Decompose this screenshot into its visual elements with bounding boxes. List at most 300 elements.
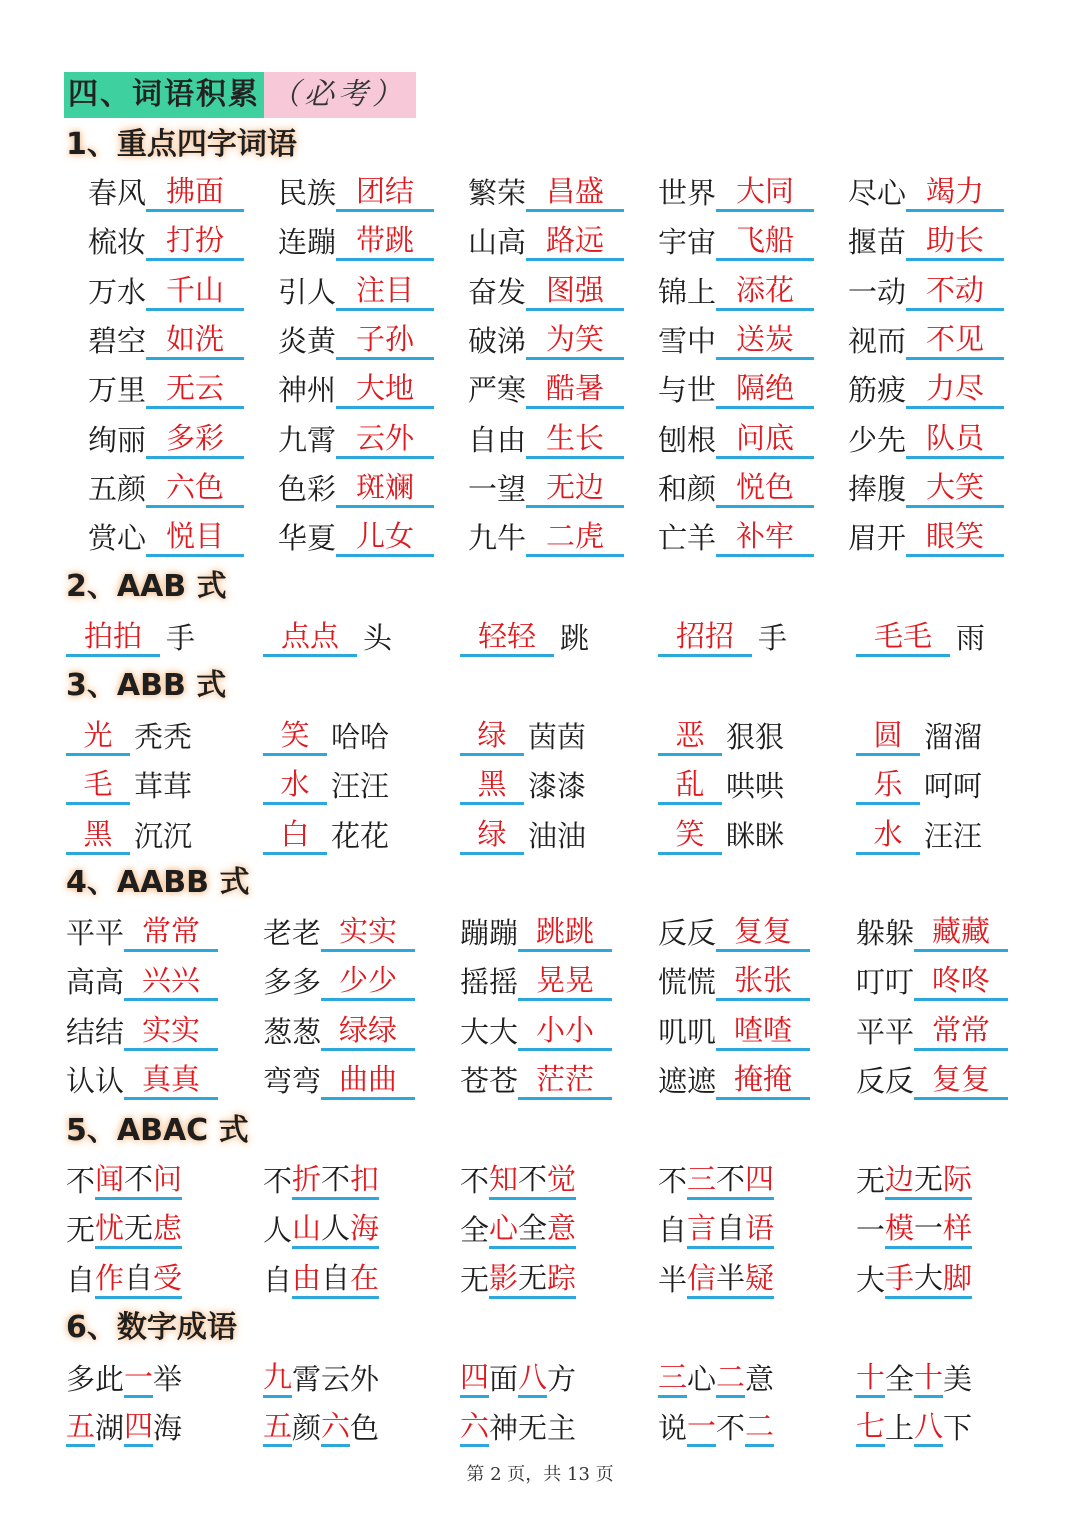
- aabb-answer: 真真: [124, 1061, 218, 1100]
- idiom-item: [278, 172, 434, 212]
- aab-given: 跳: [560, 621, 590, 655]
- idiom-item: [658, 517, 814, 557]
- idiom-given: 视而: [848, 323, 907, 358]
- idiom-given: 自由: [468, 422, 527, 457]
- idiom-given: 绚丽: [88, 422, 147, 457]
- aabb-answer: 咚咚: [914, 962, 1008, 1001]
- aab-answer: 毛毛: [856, 618, 950, 657]
- abac-item: [66, 1209, 182, 1249]
- numeric-given-char: 此: [95, 1362, 125, 1396]
- idiom-answer: 儿女: [336, 518, 434, 557]
- aabb-given: 大大: [460, 1014, 519, 1049]
- aab-item: [66, 617, 195, 657]
- abac-item: [66, 1160, 182, 1200]
- idiom-item: [848, 419, 1004, 459]
- numeric-answer-char: 四: [124, 1408, 153, 1447]
- abac-item: [263, 1259, 379, 1299]
- idiom-item: [88, 369, 244, 409]
- idiom-item: [658, 221, 814, 261]
- abac-item: [263, 1209, 379, 1249]
- idiom-item: [278, 221, 434, 261]
- abac-answer-char: 忧: [95, 1210, 124, 1249]
- numeric-given-char: 意: [745, 1362, 775, 1396]
- abac-answer-char: 脚: [943, 1260, 972, 1299]
- idiom-given: 眉开: [848, 521, 907, 556]
- idiom-answer: 子孙: [336, 321, 434, 360]
- abac-answer-char: 虑: [153, 1210, 182, 1249]
- abac-answer-char: 由: [292, 1260, 321, 1299]
- idiom-item: [468, 271, 624, 311]
- aabb-item: [460, 1011, 612, 1051]
- numeric-answer-char: 七: [856, 1408, 885, 1447]
- abac-answer-char: 语: [745, 1210, 774, 1249]
- aabb-given: 叽叽: [658, 1014, 717, 1049]
- abb-item: [66, 765, 192, 805]
- aabb-item: [658, 1060, 810, 1100]
- numeric-given-char: 霄: [292, 1362, 322, 1396]
- abb-given: 漆漆: [528, 769, 587, 804]
- abb-given: 呵呵: [924, 769, 983, 804]
- idiom-answer: 竭力: [906, 173, 1004, 212]
- idiom-given: 五颜: [88, 471, 147, 506]
- idiom-answer: 隔绝: [716, 370, 814, 409]
- idiom-given: 色彩: [278, 471, 337, 506]
- numeric-given-char: 全: [885, 1362, 915, 1396]
- idiom-given: 民族: [278, 176, 337, 210]
- abb-item: [263, 765, 389, 805]
- abb-item: [263, 716, 389, 756]
- idiom-answer: 千山: [146, 272, 244, 311]
- aabb-given: 老老: [263, 916, 322, 950]
- abb-item: [460, 716, 586, 756]
- aab-given: 雨: [956, 621, 986, 655]
- numeric-answer-char: 九: [263, 1359, 292, 1398]
- abb-given: 狠狠: [726, 720, 785, 754]
- aabb-item: [66, 1060, 218, 1100]
- abac-item: [856, 1259, 972, 1299]
- abb-answer: 绿: [460, 816, 524, 855]
- numeric-given-char: 下: [943, 1411, 973, 1446]
- aabb-item: [263, 912, 415, 952]
- numeric-given-char: 上: [885, 1411, 915, 1446]
- abac-item: [658, 1160, 774, 1200]
- idiom-item: [468, 517, 624, 557]
- heading-abac: 5、ABAC 式: [66, 1113, 249, 1148]
- aabb-answer: 实实: [124, 1012, 218, 1051]
- abac-answer-char: 山: [292, 1210, 321, 1249]
- abac-item: [856, 1160, 972, 1200]
- numeric-given-char: 说: [658, 1411, 688, 1446]
- heading-aabb: 4、AABB 式: [66, 865, 250, 900]
- idiom-item: [658, 369, 814, 409]
- abb-item: [460, 765, 586, 805]
- idiom-given: 少先: [848, 422, 907, 457]
- idiom-given: 山高: [468, 225, 527, 260]
- aabb-answer: 张张: [716, 962, 810, 1001]
- aabb-given: 弯弯: [263, 1063, 322, 1098]
- numeric-item: [460, 1407, 576, 1447]
- aabb-answer: 常常: [124, 913, 218, 952]
- abac-given-char: 无: [66, 1213, 96, 1248]
- idiom-item: [848, 320, 1004, 360]
- idiom-given: 春风: [88, 176, 147, 210]
- aabb-answer: 曲曲: [321, 1061, 415, 1100]
- aabb-item: [658, 961, 810, 1001]
- idiom-given: 世界: [658, 176, 717, 210]
- idiom-answer: 大同: [716, 173, 814, 212]
- idiom-answer: 云外: [336, 420, 434, 459]
- idiom-item: [278, 419, 434, 459]
- abac-item: [658, 1259, 774, 1299]
- idiom-given: 揠苗: [848, 225, 907, 260]
- abb-given: 眯眯: [726, 818, 785, 853]
- numeric-given-char: 外: [350, 1362, 380, 1396]
- idiom-given: 宇宙: [658, 225, 717, 260]
- idiom-answer: 大笑: [906, 469, 1004, 508]
- idiom-answer: 酷暑: [526, 370, 624, 409]
- idiom-given: 与世: [658, 373, 717, 408]
- numeric-answer-char: 二: [745, 1408, 774, 1447]
- abac-item: [460, 1259, 576, 1299]
- idiom-answer: 问底: [716, 420, 814, 459]
- idiom-given: 碧空: [88, 323, 147, 358]
- abb-item: [658, 815, 784, 855]
- aabb-item: [460, 912, 612, 952]
- numeric-given-char: 颜: [292, 1411, 322, 1446]
- abb-given: 溜溜: [924, 720, 983, 754]
- idiom-answer: 六色: [146, 469, 244, 508]
- numeric-given-char: 无: [518, 1411, 548, 1446]
- idiom-answer: 助长: [906, 222, 1004, 261]
- abb-item: [856, 716, 982, 756]
- abac-answer-char: 折: [292, 1161, 321, 1200]
- idiom-given: 梳妆: [88, 225, 147, 260]
- aabb-answer: 实实: [321, 913, 415, 952]
- abac-item: [658, 1209, 774, 1249]
- aabb-answer: 复复: [716, 913, 810, 952]
- abb-given: 哄哄: [726, 769, 785, 804]
- idiom-given: 引人: [278, 274, 337, 309]
- abb-answer: 圆: [856, 717, 920, 756]
- aab-item: [460, 617, 589, 657]
- idiom-given: 九霄: [278, 422, 337, 457]
- section-title: [64, 72, 416, 118]
- idiom-answer: 打扮: [146, 222, 244, 261]
- abb-answer: 白: [263, 816, 327, 855]
- aabb-item: [263, 961, 415, 1001]
- idiom-item: [88, 221, 244, 261]
- abac-given-char: 自: [66, 1262, 96, 1297]
- aabb-answer: 少少: [321, 962, 415, 1001]
- aabb-item: [263, 1060, 415, 1100]
- abb-answer: 乱: [658, 766, 722, 805]
- abac-answer-char: 际: [943, 1161, 972, 1200]
- numeric-answer-char: 六: [460, 1408, 489, 1447]
- aabb-answer: 跳跳: [518, 913, 612, 952]
- numeric-item: [658, 1407, 774, 1447]
- aab-item: [856, 617, 985, 657]
- page-footer: 第 2 页，共 13 页: [466, 1464, 614, 1485]
- abac-answer-char: 闻: [95, 1161, 124, 1200]
- abac-answer-char: 疑: [745, 1260, 774, 1299]
- aabb-item: [66, 912, 218, 952]
- abb-item: [658, 765, 784, 805]
- aabb-given: 多多: [263, 965, 322, 1000]
- abac-given-char: 无: [914, 1161, 943, 1200]
- abb-item: [460, 815, 586, 855]
- abb-given: 汪汪: [924, 818, 983, 853]
- idiom-given: 捧腹: [848, 471, 907, 506]
- numeric-answer-char: 六: [321, 1408, 350, 1447]
- abac-given-char: 大: [914, 1260, 943, 1299]
- heading-aab: 2、AAB 式: [66, 569, 227, 604]
- aabb-answer: 喳喳: [716, 1012, 810, 1051]
- abb-item: [263, 815, 389, 855]
- idiom-given: 锦上: [658, 274, 717, 309]
- idiom-item: [468, 320, 624, 360]
- aabb-item: [856, 1060, 1008, 1100]
- aabb-item: [856, 961, 1008, 1001]
- idiom-item: [88, 320, 244, 360]
- aabb-item: [66, 1011, 218, 1051]
- abac-item: [460, 1209, 576, 1249]
- numeric-item: [66, 1358, 182, 1398]
- abac-given-char: 全: [518, 1210, 547, 1249]
- abac-given-char: 自: [658, 1213, 688, 1248]
- idiom-answer: 队员: [906, 420, 1004, 459]
- abac-answer-char: 扣: [350, 1161, 379, 1200]
- idiom-given: 连蹦: [278, 225, 337, 260]
- aabb-item: [66, 961, 218, 1001]
- abac-answer-char: 知: [489, 1161, 518, 1200]
- abb-given: 花花: [331, 818, 390, 853]
- abac-given-char: 一: [914, 1210, 943, 1249]
- heading-abb: 3、ABB 式: [66, 668, 227, 703]
- idiom-item: [468, 468, 624, 508]
- idiom-item: [658, 271, 814, 311]
- abb-answer: 笑: [263, 717, 327, 756]
- abac-given-char: 不: [66, 1164, 96, 1198]
- idiom-item: [278, 271, 434, 311]
- abac-answer-char: 边: [885, 1161, 914, 1200]
- numeric-answer-char: 五: [263, 1408, 292, 1447]
- numeric-answer-char: 十: [856, 1359, 885, 1398]
- aab-answer: 拍拍: [66, 618, 160, 657]
- abb-answer: 毛: [66, 766, 130, 805]
- aab-given: 手: [166, 621, 196, 655]
- idiom-given: 万里: [88, 373, 147, 408]
- section-title-tag: （必考）: [264, 72, 416, 118]
- aabb-item: [658, 1011, 810, 1051]
- numeric-answer-char: 十: [914, 1359, 943, 1398]
- abac-answer-char: 信: [687, 1260, 716, 1299]
- numeric-answer-char: 三: [658, 1359, 687, 1398]
- idiom-item: [88, 468, 244, 508]
- abac-given-char: 不: [263, 1164, 293, 1198]
- numeric-answer-char: 一: [124, 1359, 153, 1398]
- numeric-answer-char: 八: [914, 1408, 943, 1447]
- abac-given-char: 自: [716, 1210, 745, 1249]
- aabb-given: 蹦蹦: [460, 916, 519, 950]
- idiom-given: 刨根: [658, 422, 717, 457]
- idiom-answer: 飞船: [716, 222, 814, 261]
- idiom-item: [468, 172, 624, 212]
- idiom-item: [848, 369, 1004, 409]
- aabb-given: 葱葱: [263, 1014, 322, 1049]
- idiom-answer: 悦目: [146, 518, 244, 557]
- abb-given: 汪汪: [331, 769, 390, 804]
- abac-given-char: 无: [460, 1262, 490, 1297]
- aabb-given: 平平: [856, 1014, 915, 1049]
- abb-answer: 笑: [658, 816, 722, 855]
- idiom-item: [848, 172, 1004, 212]
- idiom-given: 亡羊: [658, 521, 717, 556]
- idiom-answer: 斑斓: [336, 469, 434, 508]
- idiom-given: 赏心: [88, 521, 147, 556]
- idiom-given: 筋疲: [848, 373, 907, 408]
- abac-given-char: 不: [518, 1161, 547, 1200]
- idiom-item: [848, 221, 1004, 261]
- abac-answer-char: 三: [687, 1161, 716, 1200]
- idiom-answer: 添花: [716, 272, 814, 311]
- abac-answer-char: 海: [350, 1210, 379, 1249]
- aabb-given: 苍苍: [460, 1063, 519, 1098]
- aabb-answer: 藏藏: [914, 913, 1008, 952]
- idiom-answer: 无云: [146, 370, 244, 409]
- abac-given-char: 不: [321, 1161, 350, 1200]
- abb-answer: 恶: [658, 717, 722, 756]
- idiom-given: 繁荣: [468, 176, 527, 210]
- idiom-given: 一望: [468, 471, 527, 506]
- idiom-item: [658, 172, 814, 212]
- abac-given-char: 不: [716, 1161, 745, 1200]
- abac-answer-char: 样: [943, 1210, 972, 1249]
- idiom-given: 炎黄: [278, 323, 337, 358]
- abac-answer-char: 在: [350, 1260, 379, 1299]
- aab-item: [263, 617, 392, 657]
- abac-answer-char: 四: [745, 1161, 774, 1200]
- numeric-given-char: 湖: [95, 1411, 125, 1446]
- abac-given-char: 全: [460, 1213, 490, 1248]
- abac-given-char: 一: [856, 1213, 886, 1248]
- idiom-given: 破涕: [468, 323, 527, 358]
- idiom-answer: 路远: [526, 222, 624, 261]
- idiom-answer: 不动: [906, 272, 1004, 311]
- idiom-answer: 多彩: [146, 420, 244, 459]
- idiom-item: [278, 517, 434, 557]
- abb-item: [856, 815, 982, 855]
- idiom-item: [88, 517, 244, 557]
- abac-given-char: 无: [124, 1210, 153, 1249]
- abac-answer-char: 模: [885, 1210, 914, 1249]
- abb-given: 沉沉: [134, 818, 193, 853]
- idiom-answer: 如洗: [146, 321, 244, 360]
- idiom-item: [848, 517, 1004, 557]
- idiom-given: 奋发: [468, 274, 527, 309]
- idiom-given: 一动: [848, 274, 907, 309]
- abac-given-char: 自: [124, 1260, 153, 1299]
- numeric-given-char: 多: [66, 1362, 96, 1396]
- aabb-given: 高高: [66, 965, 125, 1000]
- idiom-item: [658, 419, 814, 459]
- numeric-answer-char: 一: [687, 1408, 716, 1447]
- idiom-item: [848, 468, 1004, 508]
- aabb-given: 平平: [66, 916, 125, 950]
- idiom-item: [278, 369, 434, 409]
- aab-answer: 招招: [658, 618, 752, 657]
- idiom-item: [658, 320, 814, 360]
- idiom-answer: 为笑: [526, 321, 624, 360]
- aabb-answer: 兴兴: [124, 962, 218, 1001]
- numeric-item: [66, 1407, 182, 1447]
- idiom-given: 九牛: [468, 521, 527, 556]
- abb-answer: 水: [263, 766, 327, 805]
- abac-answer-char: 言: [687, 1210, 716, 1249]
- numeric-given-char: 海: [153, 1411, 183, 1446]
- aabb-given: 摇摇: [460, 965, 519, 1000]
- aabb-answer: 掩掩: [716, 1061, 810, 1100]
- idiom-answer: 眼笑: [906, 518, 1004, 557]
- numeric-item: [856, 1407, 972, 1447]
- abac-given-char: 半: [658, 1262, 688, 1297]
- aab-answer: 轻轻: [460, 618, 554, 657]
- idiom-item: [658, 468, 814, 508]
- abac-given-char: 无: [856, 1164, 886, 1198]
- abb-answer: 水: [856, 816, 920, 855]
- abb-item: [856, 765, 982, 805]
- abb-answer: 黑: [460, 766, 524, 805]
- abac-item: [460, 1160, 576, 1200]
- idiom-item: [278, 320, 434, 360]
- abb-item: [66, 716, 192, 756]
- numeric-item: [460, 1358, 576, 1398]
- idiom-answer: 图强: [526, 272, 624, 311]
- abb-item: [658, 716, 784, 756]
- abac-given-char: 自: [263, 1262, 293, 1297]
- aabb-given: 结结: [66, 1014, 125, 1049]
- aab-given: 手: [758, 621, 788, 655]
- abac-answer-char: 踪: [547, 1260, 576, 1299]
- abac-answer-char: 觉: [547, 1161, 576, 1200]
- numeric-answer-char: 八: [518, 1359, 547, 1398]
- abac-item: [263, 1160, 379, 1200]
- idiom-answer: 送炭: [716, 321, 814, 360]
- aabb-given: 遮遮: [658, 1063, 717, 1098]
- aabb-answer: 小小: [518, 1012, 612, 1051]
- abac-answer-char: 影: [489, 1260, 518, 1299]
- abac-given-char: 大: [856, 1262, 886, 1297]
- numeric-answer-char: 四: [460, 1359, 489, 1398]
- idiom-item: [468, 221, 624, 261]
- idiom-answer: 补牢: [716, 518, 814, 557]
- numeric-given-char: 心: [687, 1362, 717, 1396]
- idiom-item: [88, 419, 244, 459]
- idiom-item: [468, 369, 624, 409]
- abac-item: [66, 1259, 182, 1299]
- numeric-given-char: 方: [547, 1362, 577, 1396]
- numeric-given-char: 主: [547, 1411, 577, 1446]
- abac-answer-char: 受: [153, 1260, 182, 1299]
- idiom-answer: 二虎: [526, 518, 624, 557]
- idiom-answer: 悦色: [716, 469, 814, 508]
- abb-answer: 乐: [856, 766, 920, 805]
- numeric-given-char: 神: [489, 1411, 519, 1446]
- idiom-given: 万水: [88, 274, 147, 309]
- abac-answer-char: 意: [547, 1210, 576, 1249]
- abac-given-char: 自: [321, 1260, 350, 1299]
- idiom-answer: 生长: [526, 420, 624, 459]
- idiom-item: [848, 271, 1004, 311]
